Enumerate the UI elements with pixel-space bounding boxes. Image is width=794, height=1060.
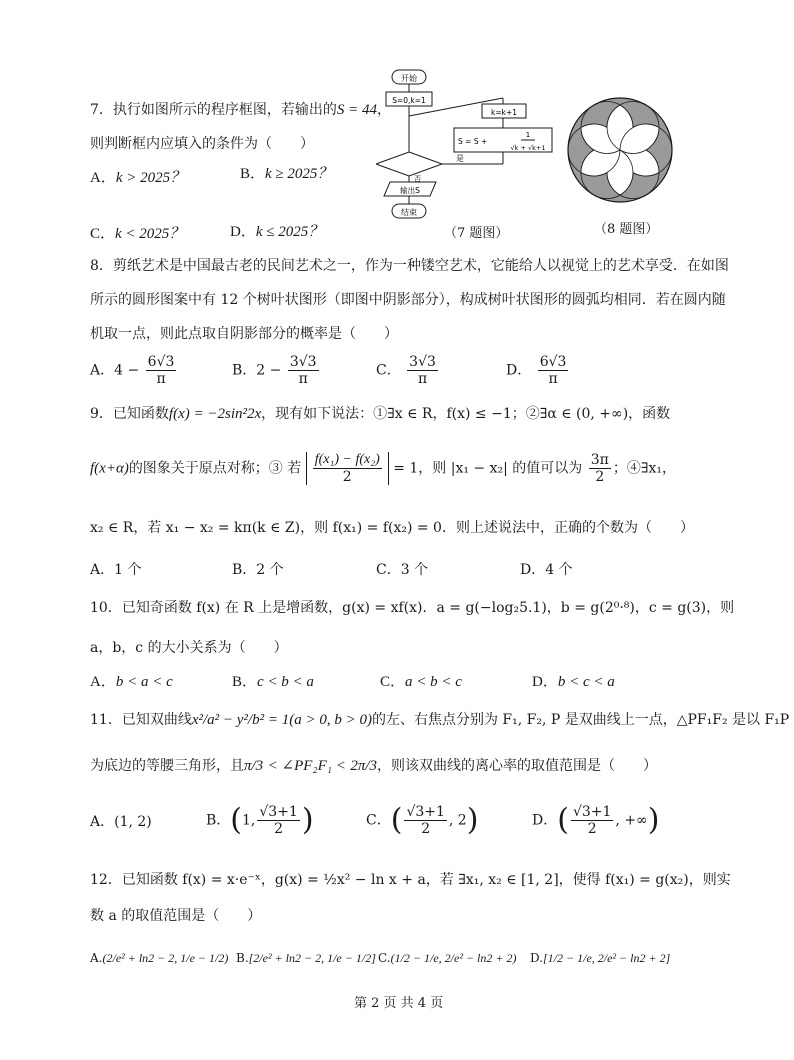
option-label: D． (520, 562, 546, 578)
q12-line1: 12．已知函数 f(x) = x·e⁻ˣ，g(x) = ½x² − ln x + a，若 ∃x₁, x₂ ∈ [1, 2]，使得 f(x₁) = g(x₂)，则实 (90, 872, 731, 888)
q11-text: ，则该双曲线的离心率的取值范围是（ ） (377, 758, 658, 774)
flow-update-num: 1 (525, 131, 531, 139)
q11-line2 (90, 756, 657, 776)
option-num: √3+1 (259, 804, 298, 820)
option-label: A． (90, 362, 115, 379)
option-pre: 2 − (256, 362, 282, 379)
option-label: C． (376, 562, 401, 578)
option-text: k > 2025？ (115, 170, 186, 186)
option-num: 3√3 (409, 354, 436, 370)
option-text: (1, 2) (114, 814, 152, 830)
q11-line1 (90, 710, 789, 730)
q11-bound-upper: 2π/3 (350, 758, 378, 774)
option-den: π (156, 371, 166, 387)
q12-option-a (90, 948, 228, 968)
q7-option-d (230, 222, 323, 242)
option-text: 4 个 (545, 562, 573, 578)
q10-line1: 10．已知奇函数 f(x) 在 R 上是增函数，g(x) = xf(x)．a = g(−log₂5.1)，b = g(2⁰·⁸)，c = g(3)，则 (90, 600, 735, 616)
q7-option-b (240, 164, 332, 184)
q8-line3: 机取一点，则此点取自阴影部分的概率是（ ） (90, 326, 398, 342)
option-label: C. (378, 951, 391, 965)
q11-option-b: B．(1, $\frac{√3+1}{2}$ ) (206, 802, 314, 838)
q9-text: ；④∃x₁， (612, 460, 676, 477)
option-post: , 2 (448, 812, 467, 829)
flow-update-lhs: S = S + (458, 137, 488, 146)
option-label: A． (90, 562, 115, 578)
q7-option-c (90, 224, 184, 244)
q9-text: 的图象关于原点对称；③ 若 (128, 460, 302, 477)
q9-function: f(x) = −2sin²2x (168, 406, 262, 422)
option-den: 2 (587, 821, 597, 837)
option-label: D． (506, 362, 532, 379)
q7-text: 7．执行如图所示的程序框图，若输出的 (90, 102, 337, 118)
q9-option-b (232, 560, 284, 580)
option-label: C． (380, 674, 406, 690)
q9-option-d (520, 560, 573, 580)
option-text: 2 个 (256, 562, 284, 578)
q10-option-c (380, 672, 462, 692)
option-label: B． (232, 562, 257, 578)
option-label: A． (90, 674, 116, 690)
option-num: √3+1 (406, 804, 445, 820)
q7-math: S = 44 (336, 102, 378, 118)
q9-abs-num: f(x₁) − f(x₂) (314, 452, 380, 467)
option-label: C． (366, 812, 391, 829)
option-text: k ≤ 2025？ (255, 224, 324, 240)
q9-line3: x₂ ∈ R，若 x₁ − x₂ = kπ(k ∈ Z)，则 f(x₁) = f(x₂) = 0．则上述说法中，正确的个数为（ ） (90, 520, 694, 536)
fig8-caption: （8 题图） (594, 222, 659, 237)
option-label: A. (90, 951, 103, 965)
option-label: B. (236, 951, 249, 965)
flowchart-figure (376, 66, 556, 226)
q8-option-d (506, 354, 570, 387)
q12-option-b (236, 948, 376, 968)
option-text: [1/2 − 1/e, 2/e² − ln2 + 2] (543, 951, 671, 965)
option-pre: 1, (242, 812, 256, 829)
q8-option-c (376, 354, 440, 387)
option-den: π (298, 371, 308, 387)
q10-option-a (90, 672, 173, 692)
q11-option-a (90, 812, 152, 832)
option-label: C． (376, 362, 401, 379)
option-label: D． (532, 812, 558, 829)
option-label: B． (206, 812, 231, 829)
q8-line1: 8．剪纸艺术是中国最古老的民间艺术之一，作为一种镂空艺术，它能给人以视觉上的艺术享受．在如图 (90, 258, 729, 274)
option-label: B． (240, 166, 266, 182)
q9-option-a (90, 560, 141, 580)
option-text: b < c < a (557, 674, 615, 690)
option-text: (1/2 − 1/e, 2/e² − ln2 + 2) (390, 951, 517, 965)
option-den: 2 (421, 821, 431, 837)
q9-line1 (90, 404, 670, 424)
q11-text: 为底边的等腰三角形，且 (90, 758, 244, 774)
q10-option-b (232, 672, 314, 692)
flow-yes-label: 是 (456, 154, 464, 163)
q11-option-c: C．( $\frac{√3+1}{2}$ , 2) (366, 802, 479, 838)
flow-update-den: √k + √k+1 (510, 144, 546, 152)
flow-end-label: 结束 (401, 208, 417, 217)
option-text: 3 个 (400, 562, 429, 578)
option-num: 6√3 (147, 354, 175, 370)
q11-text: 的左、右焦点分别为 F₁, F₂, P 是双曲线上一点，△PF₁F₂ 是以 F₁P (371, 712, 790, 728)
option-label: D． (230, 224, 256, 240)
q8-line2: 所示的圆形图案中有 12 个树叶状图形（即图中阴影部分），构成树叶状图形的圆弧均相同．若在圆内随 (90, 292, 726, 308)
q12-option-d (530, 948, 670, 968)
option-label: D． (532, 674, 558, 690)
q9-text: = 1，则 |x₁ − x₂| 的值可以为 (393, 460, 583, 477)
option-num: 3√3 (289, 354, 317, 370)
q12-line2: 数 a 的取值范围是（ ） (90, 908, 262, 924)
flow-inc-label: k=k+1 (490, 108, 518, 117)
flow-decision-diamond (376, 152, 442, 176)
flow-start-label: 开始 (401, 74, 417, 83)
q12-option-c (378, 948, 516, 968)
option-den: 2 (274, 821, 284, 837)
page-footer: 第 2 页 共 4 页 (354, 996, 444, 1011)
q10-line2: a，b，c 的大小关系为（ ） (90, 640, 288, 656)
q9-line2 (90, 452, 676, 485)
option-post: , +∞ (615, 812, 648, 829)
option-text: a < b < c (405, 674, 462, 690)
rosette-figure (564, 94, 676, 206)
q9-frac-den: 2 (595, 469, 605, 485)
fig7-caption: （7 题图） (444, 226, 509, 241)
q7-option-a (90, 168, 185, 188)
option-text: (2/e² + ln2 − 2, 1/e − 1/2) (102, 951, 229, 965)
flow-init-label: S=0,k=1 (392, 96, 426, 105)
q8-option-a (90, 354, 178, 387)
option-pre: 4 − (114, 362, 140, 379)
flow-output-label: 输出S (400, 186, 420, 195)
q9-statements: ，现有如下说法：①∃x ∈ R，f(x) ≤ −1；②∃α ∈ (0, +∞)，函数 (261, 406, 671, 422)
q11-angle: < ∠PF₂F₁ < (267, 758, 346, 774)
q9-frac-num: 3π (590, 452, 609, 468)
option-label: A． (90, 814, 115, 830)
q11-option-d: D．( $\frac{√3+1}{2}$ , +∞) (532, 802, 660, 838)
q11-hyperbola: x²/a² − y²/b² = 1(a > 0, b > 0) (191, 712, 372, 728)
q7-end: ， (377, 102, 392, 118)
option-label: A． (90, 170, 116, 186)
option-num: 6√3 (539, 354, 567, 370)
q7-line2: 则判断框内应填入的条件为（ ） (90, 136, 314, 152)
q9-option-c (376, 560, 428, 580)
option-text: k < 2025？ (115, 226, 185, 242)
option-den: π (417, 371, 428, 387)
option-num: √3+1 (572, 804, 612, 820)
option-label: D. (530, 951, 544, 965)
q10-option-d (532, 672, 615, 692)
flow-no-label: 否 (414, 175, 421, 183)
q8-option-b (232, 354, 321, 387)
option-text: b < a < c (115, 674, 173, 690)
option-text: 1 个 (114, 562, 142, 578)
q7-line1 (90, 100, 391, 120)
option-text: k ≥ 2025？ (265, 166, 333, 182)
option-label: C． (90, 226, 116, 242)
option-text: c < b < a (257, 674, 314, 690)
q9-shift: f(x+α) (90, 460, 129, 477)
option-den: π (548, 371, 558, 387)
option-text: [2/e² + ln2 − 2, 1/e − 1/2] (248, 951, 376, 965)
q11-bound-lower: π/3 (244, 758, 264, 774)
q11-text: 11．已知双曲线 (90, 712, 192, 728)
option-label: B． (232, 362, 257, 379)
option-label: B． (232, 674, 258, 690)
q9-abs-den: 2 (342, 469, 352, 485)
q9-text: 9．已知函数 (90, 406, 169, 422)
